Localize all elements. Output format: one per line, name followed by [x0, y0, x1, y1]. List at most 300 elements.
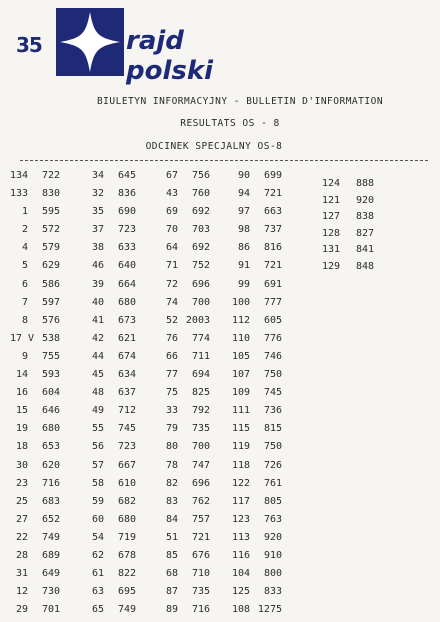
stage-time: 774 — [191, 332, 210, 344]
result-row — [10, 297, 60, 315]
result-row — [160, 550, 210, 568]
stage-time: 620 — [41, 459, 60, 471]
car-number: 97 — [237, 206, 250, 218]
stage-time: 745 — [117, 423, 136, 435]
stage-time: 830 — [41, 188, 60, 200]
stage-time: 663 — [263, 206, 282, 218]
car-number: 94 — [237, 188, 250, 200]
result-row — [10, 478, 60, 496]
car-number: 28 — [15, 549, 28, 561]
car-number: 89 — [165, 604, 178, 616]
result-row — [160, 333, 210, 351]
result-row — [232, 423, 282, 441]
stage-time: 910 — [263, 549, 282, 561]
car-number: 86 — [237, 242, 250, 254]
stage-time: 605 — [263, 314, 282, 326]
stage-time: 800 — [263, 568, 282, 580]
car-number: 78 — [165, 459, 178, 471]
stage-time: 634 — [117, 369, 136, 381]
car-number: 58 — [91, 477, 104, 489]
stage-time: 1275 — [257, 604, 282, 616]
stage-time: 712 — [117, 405, 136, 417]
car-number: 110 — [232, 332, 251, 344]
car-number: 5 — [21, 260, 28, 272]
stage-time: 694 — [191, 369, 210, 381]
result-row — [10, 170, 60, 188]
bulletin-title: BIULETYN INFORMACYJNY - BULLETIN D'INFORMATION — [96, 96, 384, 107]
result-row — [10, 550, 60, 568]
result-row — [232, 604, 282, 622]
results-column-3 — [160, 170, 210, 622]
car-number: 51 — [165, 531, 178, 543]
car-number: 29 — [15, 604, 28, 616]
car-number: 100 — [232, 296, 251, 308]
stage-time: 610 — [117, 477, 136, 489]
car-number: 74 — [165, 296, 178, 308]
result-row — [160, 568, 210, 586]
result-row — [86, 496, 136, 514]
car-number: 84 — [165, 513, 178, 525]
stage-time: 756 — [191, 170, 210, 181]
result-row — [232, 532, 282, 550]
stage-time: 719 — [117, 531, 136, 543]
car-number: 12 — [15, 586, 28, 598]
result-row — [232, 170, 282, 188]
stage-time: 721 — [191, 531, 210, 543]
car-number: 65 — [91, 604, 104, 616]
result-row — [10, 387, 60, 405]
car-number: 56 — [91, 441, 104, 453]
result-row — [86, 170, 136, 188]
result-row — [160, 315, 210, 333]
result-row — [86, 514, 136, 532]
stage-time: 750 — [263, 369, 282, 381]
car-number: 43 — [165, 188, 178, 200]
car-number: 41 — [91, 314, 104, 326]
stage-time: 822 — [117, 568, 136, 580]
stage-time: 805 — [263, 495, 282, 507]
stage-time: 700 — [191, 441, 210, 453]
stage-time: 747 — [191, 459, 210, 471]
result-row — [232, 206, 282, 224]
result-row — [10, 568, 60, 586]
results-column-2 — [86, 170, 136, 622]
car-number: 8 — [21, 314, 28, 326]
stage-time: 827 — [355, 227, 374, 239]
result-row — [318, 244, 374, 261]
stage-time: 604 — [41, 387, 60, 399]
stage-time: 736 — [263, 405, 282, 417]
stage-time: 703 — [191, 224, 210, 236]
car-number: 19 — [15, 423, 28, 435]
stage-time: 716 — [41, 477, 60, 489]
stage-time: 649 — [41, 568, 60, 580]
result-row — [160, 604, 210, 622]
stage-time: 673 — [117, 314, 136, 326]
car-number: 14 — [15, 369, 28, 381]
stage-time: 762 — [191, 495, 210, 507]
stage-time: 746 — [263, 350, 282, 362]
result-row — [318, 211, 374, 228]
car-number: 107 — [232, 369, 251, 381]
stage-time: 640 — [117, 260, 136, 272]
car-number: 112 — [232, 314, 251, 326]
car-number: 67 — [165, 170, 178, 181]
car-number: 118 — [232, 459, 251, 471]
stage-time: 637 — [117, 387, 136, 399]
car-number: 90 — [237, 170, 250, 181]
result-row — [86, 387, 136, 405]
car-number: 23 — [15, 477, 28, 489]
stage-time: 680 — [41, 423, 60, 435]
car-number: 76 — [165, 332, 178, 344]
result-row — [10, 496, 60, 514]
stage-time: 676 — [191, 549, 210, 561]
stage-time: 833 — [263, 586, 282, 598]
result-row — [160, 478, 210, 496]
stage-time: 721 — [263, 188, 282, 200]
car-number: 129 — [321, 260, 340, 272]
car-number: 40 — [91, 296, 104, 308]
car-number: 57 — [91, 459, 104, 471]
car-number: 45 — [91, 369, 104, 381]
car-number: 15 — [15, 405, 28, 417]
stage-time: 621 — [117, 332, 136, 344]
result-row — [232, 315, 282, 333]
stage-time: 745 — [263, 387, 282, 399]
car-number: 39 — [91, 278, 104, 290]
stage-time: 2003 — [185, 314, 210, 326]
result-row — [86, 568, 136, 586]
stage-time: 815 — [263, 423, 282, 435]
result-row — [318, 195, 374, 212]
result-row — [86, 242, 136, 260]
car-number: 105 — [232, 350, 251, 362]
car-number: 44 — [91, 350, 104, 362]
stage-time: 667 — [117, 459, 136, 471]
stage-time: 572 — [41, 224, 60, 236]
stage-time: 776 — [263, 332, 282, 344]
stage-time: 597 — [41, 296, 60, 308]
stage-time: 683 — [41, 495, 60, 507]
car-number: 27 — [15, 513, 28, 525]
car-number: 25 — [15, 495, 28, 507]
result-row — [10, 604, 60, 622]
stage-time: 680 — [117, 513, 136, 525]
result-row — [318, 261, 374, 278]
car-number: 54 — [91, 531, 104, 543]
result-row — [10, 405, 60, 423]
stage-time: 645 — [117, 170, 136, 181]
car-number: 34 — [91, 170, 104, 181]
stage-time: 701 — [41, 604, 60, 616]
result-row — [86, 550, 136, 568]
result-row — [86, 478, 136, 496]
stage-time: 633 — [117, 242, 136, 254]
stage-time: 750 — [263, 441, 282, 453]
car-number: 49 — [91, 405, 104, 417]
car-number: 113 — [232, 531, 251, 543]
car-number: 59 — [91, 495, 104, 507]
car-number: 64 — [165, 242, 178, 254]
stage-time: 777 — [263, 296, 282, 308]
result-row — [86, 297, 136, 315]
stage-time: 696 — [191, 477, 210, 489]
result-row — [160, 351, 210, 369]
stage-time: 646 — [41, 405, 60, 417]
result-row — [160, 532, 210, 550]
stage-time: 692 — [191, 206, 210, 218]
car-number: 133 — [10, 188, 29, 200]
stage-time: 579 — [41, 242, 60, 254]
result-row — [232, 514, 282, 532]
stage-time: 700 — [191, 296, 210, 308]
car-number: 46 — [91, 260, 104, 272]
car-number: 87 — [165, 586, 178, 598]
stage-time: 716 — [191, 604, 210, 616]
rally-logo — [10, 8, 270, 86]
car-number: 70 — [165, 224, 178, 236]
stage-time: 836 — [117, 188, 136, 200]
car-number: 111 — [232, 405, 251, 417]
result-row — [10, 206, 60, 224]
logo-star-icon — [56, 8, 124, 76]
result-row — [86, 423, 136, 441]
result-row — [160, 460, 210, 478]
result-row — [86, 351, 136, 369]
car-number: 60 — [91, 513, 104, 525]
result-row — [86, 188, 136, 206]
results-title: RESULTATS OS - 8 — [180, 118, 280, 129]
car-number: 131 — [321, 244, 340, 255]
result-row — [160, 514, 210, 532]
result-row — [86, 260, 136, 278]
stage-time: 838 — [355, 211, 374, 222]
car-number: 82 — [165, 477, 178, 489]
car-number: 16 — [15, 387, 28, 399]
result-row — [232, 568, 282, 586]
car-number: 85 — [165, 549, 178, 561]
stage-time: 629 — [41, 260, 60, 272]
result-row — [10, 532, 60, 550]
car-number: 117 — [232, 495, 251, 507]
car-number: 124 — [321, 178, 340, 189]
stage-time: 735 — [191, 586, 210, 598]
result-row — [10, 224, 60, 242]
result-row — [160, 297, 210, 315]
result-row — [86, 369, 136, 387]
result-row — [86, 460, 136, 478]
result-row — [10, 315, 60, 333]
car-number: 22 — [15, 531, 28, 543]
result-row — [232, 496, 282, 514]
car-number: 115 — [232, 423, 251, 435]
result-row — [10, 514, 60, 532]
result-row — [10, 460, 60, 478]
car-number: 69 — [165, 206, 178, 218]
result-row — [232, 260, 282, 278]
car-number: 77 — [165, 369, 178, 381]
result-row — [86, 224, 136, 242]
stage-time: 752 — [191, 260, 210, 272]
stage-time: 692 — [191, 242, 210, 254]
result-row — [232, 369, 282, 387]
result-row — [160, 170, 210, 188]
car-number: 119 — [232, 441, 251, 453]
car-number: 83 — [165, 495, 178, 507]
car-number: 123 — [232, 513, 251, 525]
stage-time: 593 — [41, 369, 60, 381]
result-row — [86, 604, 136, 622]
result-row — [10, 369, 60, 387]
car-number: 66 — [165, 350, 178, 362]
car-number: 18 — [15, 441, 28, 453]
stage-time: 652 — [41, 513, 60, 525]
stage-time: 586 — [41, 278, 60, 290]
stage-time: 723 — [117, 224, 136, 236]
car-number: 37 — [91, 224, 104, 236]
result-row — [86, 532, 136, 550]
car-number: 55 — [91, 423, 104, 435]
result-row — [160, 279, 210, 297]
stage-time: 722 — [41, 170, 60, 181]
car-number: 33 — [165, 405, 178, 417]
result-row — [86, 333, 136, 351]
result-row — [160, 405, 210, 423]
stage-time: 757 — [191, 513, 210, 525]
stage-time: 710 — [191, 568, 210, 580]
car-number: 6 — [21, 278, 28, 290]
stage-time: 664 — [117, 278, 136, 290]
result-row — [86, 405, 136, 423]
car-number: 80 — [165, 441, 178, 453]
result-row — [232, 351, 282, 369]
car-number: 7 — [21, 296, 28, 308]
car-number: 48 — [91, 387, 104, 399]
result-row — [160, 369, 210, 387]
result-row — [10, 188, 60, 206]
stage-time: 920 — [355, 194, 374, 206]
car-number: 71 — [165, 260, 178, 272]
car-number: 104 — [232, 568, 251, 580]
car-number: 108 — [232, 604, 251, 616]
result-row — [232, 224, 282, 242]
result-row — [160, 242, 210, 260]
car-number: 75 — [165, 387, 178, 399]
stage-time: 711 — [191, 350, 210, 362]
car-number: 35 — [91, 206, 104, 218]
stage-time: 721 — [263, 260, 282, 272]
result-row — [160, 496, 210, 514]
stage-time: 674 — [117, 350, 136, 362]
result-row — [86, 206, 136, 224]
result-row — [232, 478, 282, 496]
stage-title: ODCINEK SPECJALNY OS-8 — [145, 141, 283, 152]
car-number: 91 — [237, 260, 250, 272]
result-row — [232, 279, 282, 297]
car-number: 32 — [91, 188, 104, 200]
result-row — [10, 441, 60, 459]
stage-time: 726 — [263, 459, 282, 471]
car-number: 109 — [232, 387, 251, 399]
car-number: 127 — [321, 211, 340, 222]
result-row — [318, 178, 374, 195]
result-row — [232, 188, 282, 206]
stage-time: 816 — [263, 242, 282, 254]
car-number: 42 — [91, 332, 104, 344]
results-column-5 — [318, 178, 374, 277]
car-number: 79 — [165, 423, 178, 435]
stage-time: 576 — [41, 314, 60, 326]
stage-time: 689 — [41, 549, 60, 561]
result-row — [160, 586, 210, 604]
result-row — [160, 224, 210, 242]
result-row — [160, 188, 210, 206]
stage-time: 696 — [191, 278, 210, 290]
stage-time: 761 — [263, 477, 282, 489]
stage-time: 538 — [41, 332, 60, 344]
result-row — [86, 279, 136, 297]
car-number: 68 — [165, 568, 178, 580]
result-row — [86, 586, 136, 604]
car-number: 31 — [15, 568, 28, 580]
car-number: 98 — [237, 224, 250, 236]
result-row — [160, 441, 210, 459]
result-row — [318, 228, 374, 245]
stage-time: 841 — [355, 244, 374, 255]
car-number: 61 — [91, 568, 104, 580]
logo-number: 35 — [16, 33, 42, 57]
logo-name: rajd polski — [126, 26, 214, 86]
stage-time: 723 — [117, 441, 136, 453]
stage-time: 737 — [263, 224, 282, 236]
stage-time: 678 — [117, 549, 136, 561]
result-row — [232, 242, 282, 260]
result-row — [232, 387, 282, 405]
result-row — [10, 260, 60, 278]
car-number: 38 — [91, 242, 104, 254]
result-row — [232, 586, 282, 604]
car-number: 116 — [232, 549, 251, 561]
stage-time: 825 — [191, 387, 210, 399]
stage-time: 595 — [41, 206, 60, 218]
result-row — [232, 460, 282, 478]
stage-time: 792 — [191, 405, 210, 417]
stage-time: 691 — [263, 278, 282, 290]
car-number: 63 — [91, 586, 104, 598]
result-row — [86, 315, 136, 333]
car-number: 128 — [321, 227, 340, 239]
stage-time: 763 — [263, 513, 282, 525]
stage-time: 760 — [191, 188, 210, 200]
stage-time: 749 — [117, 604, 136, 616]
result-row — [160, 387, 210, 405]
car-number: 121 — [321, 194, 340, 206]
car-number: 99 — [237, 278, 250, 290]
car-number: 1 — [21, 206, 28, 218]
car-number: 17 V — [10, 332, 35, 344]
result-row — [232, 297, 282, 315]
result-row — [232, 441, 282, 459]
stage-time: 755 — [41, 350, 60, 362]
result-row — [10, 242, 60, 260]
car-number: 72 — [165, 278, 178, 290]
car-number: 2 — [21, 224, 28, 236]
stage-time: 888 — [355, 178, 374, 189]
results-column-1 — [10, 170, 60, 622]
result-row — [232, 333, 282, 351]
result-row — [160, 260, 210, 278]
